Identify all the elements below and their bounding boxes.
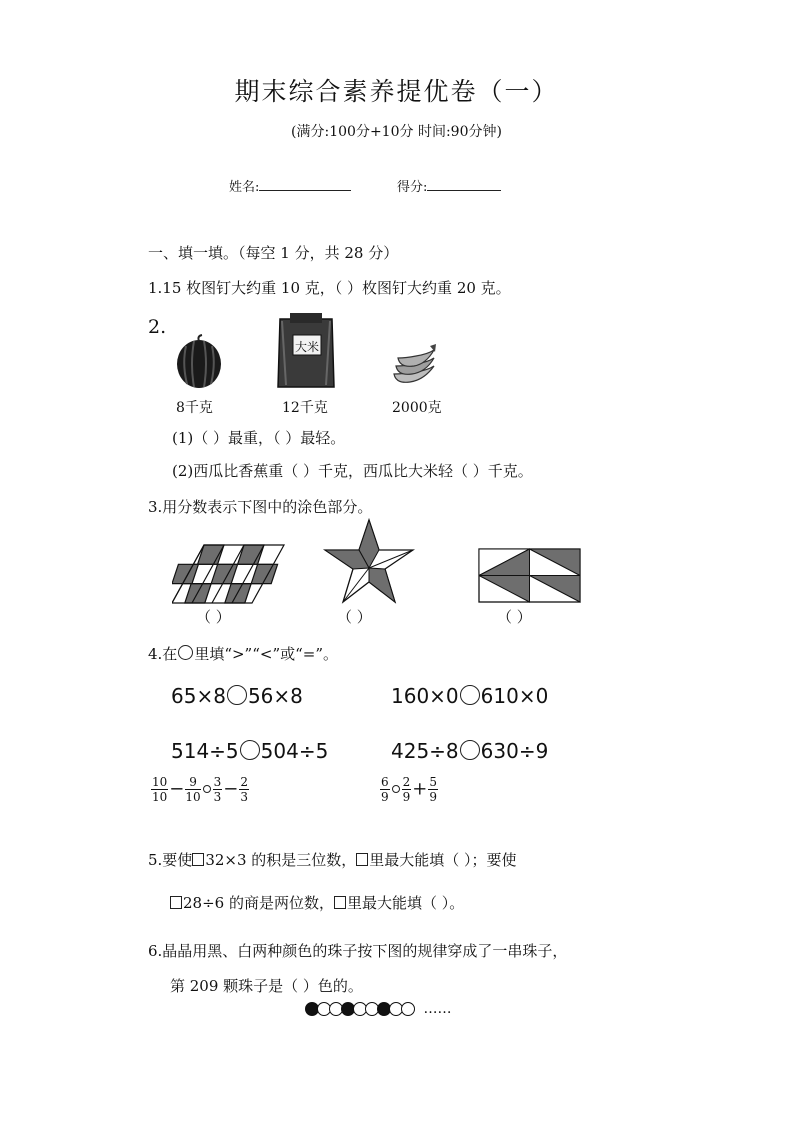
white-bead (401, 1002, 415, 1016)
question-6-line-2: 第 209 颗珠子是（ ）色的。 (170, 977, 363, 995)
fraction: $\frac{9}{10}$ (185, 775, 201, 804)
q3-answer-3[interactable]: （ ） (497, 608, 532, 626)
fraction: $\frac{6}{9}$ (381, 775, 389, 804)
compare-row3-left (150, 776, 250, 803)
blank-box (170, 896, 182, 909)
q3-answer-2[interactable]: （ ） (337, 608, 372, 626)
expr-b: 630÷9 (480, 739, 549, 763)
expr-b: 504÷5 (260, 739, 329, 763)
expr-b: 610×0 (480, 684, 549, 708)
score-blank[interactable] (427, 177, 501, 191)
compare-row3-right (379, 776, 439, 803)
compare-circle[interactable] (460, 685, 480, 705)
fraction: $\frac{10}{10}$ (152, 775, 168, 804)
compare-circle[interactable] (392, 785, 400, 793)
expr-b: 56×8 (247, 684, 303, 708)
q4-suffix: 里填“>”“<”或“=”。 (194, 645, 339, 663)
question-5-line-2 (170, 892, 464, 913)
expr-a: 65×8 (171, 684, 226, 708)
rice-caption: 12千克 (282, 400, 328, 416)
question-5-line-1 (148, 849, 517, 870)
fraction: $\frac{5}{9}$ (429, 775, 438, 804)
expr-a: 160×0 (391, 684, 459, 708)
q3-answer-1[interactable]: （ ） (196, 608, 231, 626)
compare-circle[interactable] (203, 785, 211, 793)
expr-a: 425÷8 (391, 739, 459, 763)
rice-bag-label: 大米 (294, 340, 319, 354)
beads (305, 1001, 413, 1017)
expr-a: 514÷5 (171, 739, 239, 763)
page-title: 期末综合素养提优卷（一） (234, 77, 559, 106)
banana-icon (390, 340, 438, 386)
question-4 (148, 643, 338, 664)
bead-string (305, 1001, 451, 1017)
name-field[interactable] (229, 176, 351, 195)
q5-text: 5.要使 (148, 851, 193, 869)
section-heading: 一、填一填。（每空 1 分，共 28 分） (148, 244, 399, 262)
blank-box (356, 853, 368, 866)
star-figure (323, 518, 415, 604)
q5-text: 32×3 的积是三位数， (205, 851, 357, 869)
compare-row1-right (391, 684, 548, 708)
compare-row1-left (171, 684, 303, 708)
score-field[interactable] (397, 176, 501, 195)
compare-circle[interactable] (240, 740, 260, 760)
compare-row2-left (171, 739, 328, 763)
question-1: 1.15 枚图钉大约重 10 克，（ ）枚图钉大约重 20 克。 (148, 279, 511, 297)
operator: − (169, 778, 185, 800)
watermelon-icon (174, 334, 224, 390)
q5-text: 里最大能填（ ）；要使 (369, 851, 517, 869)
question-2-number: 2. (148, 316, 167, 338)
fraction: $\frac{2}{3}$ (240, 775, 249, 804)
q5-text: 28÷6 的商是两位数， (183, 894, 334, 912)
fraction: $\frac{3}{3}$ (213, 775, 222, 804)
compare-circle[interactable] (227, 685, 247, 705)
ellipsis: …… (423, 1001, 452, 1017)
page-subtitle: (满分:100分+10分 时间:90分钟) (291, 124, 502, 140)
fraction: $\frac{2}{9}$ (402, 775, 411, 804)
compare-circle[interactable] (460, 740, 480, 760)
name-label: 姓名: (229, 180, 260, 195)
operator: + (412, 778, 428, 800)
parallelogram-grid-figure (172, 544, 286, 604)
blank-box (334, 896, 346, 909)
rectangle-triangles-figure (478, 548, 582, 604)
question-2-part-1: (1)（ ）最重，（ ）最轻。 (172, 429, 346, 447)
question-2-part-2: (2)西瓜比香蕉重（ ）千克，西瓜比大米轻（ ）千克。 (172, 462, 533, 480)
q4-prefix: 4.在 (148, 645, 178, 663)
circle-icon (178, 645, 193, 660)
name-blank[interactable] (259, 177, 351, 191)
watermelon-caption: 8千克 (176, 400, 213, 416)
banana-caption: 2000克 (392, 400, 442, 416)
compare-row2-right (391, 739, 548, 763)
q5-text: 里最大能填（ ）。 (346, 894, 465, 912)
question-3: 3.用分数表示下图中的涂色部分。 (148, 498, 373, 516)
score-label: 得分: (397, 180, 428, 195)
blank-box (192, 853, 204, 866)
operator: − (223, 778, 239, 800)
question-6-line-1: 6.晶晶用黑、白两种颜色的珠子按下图的规律穿成了一串珠子， (148, 942, 568, 960)
